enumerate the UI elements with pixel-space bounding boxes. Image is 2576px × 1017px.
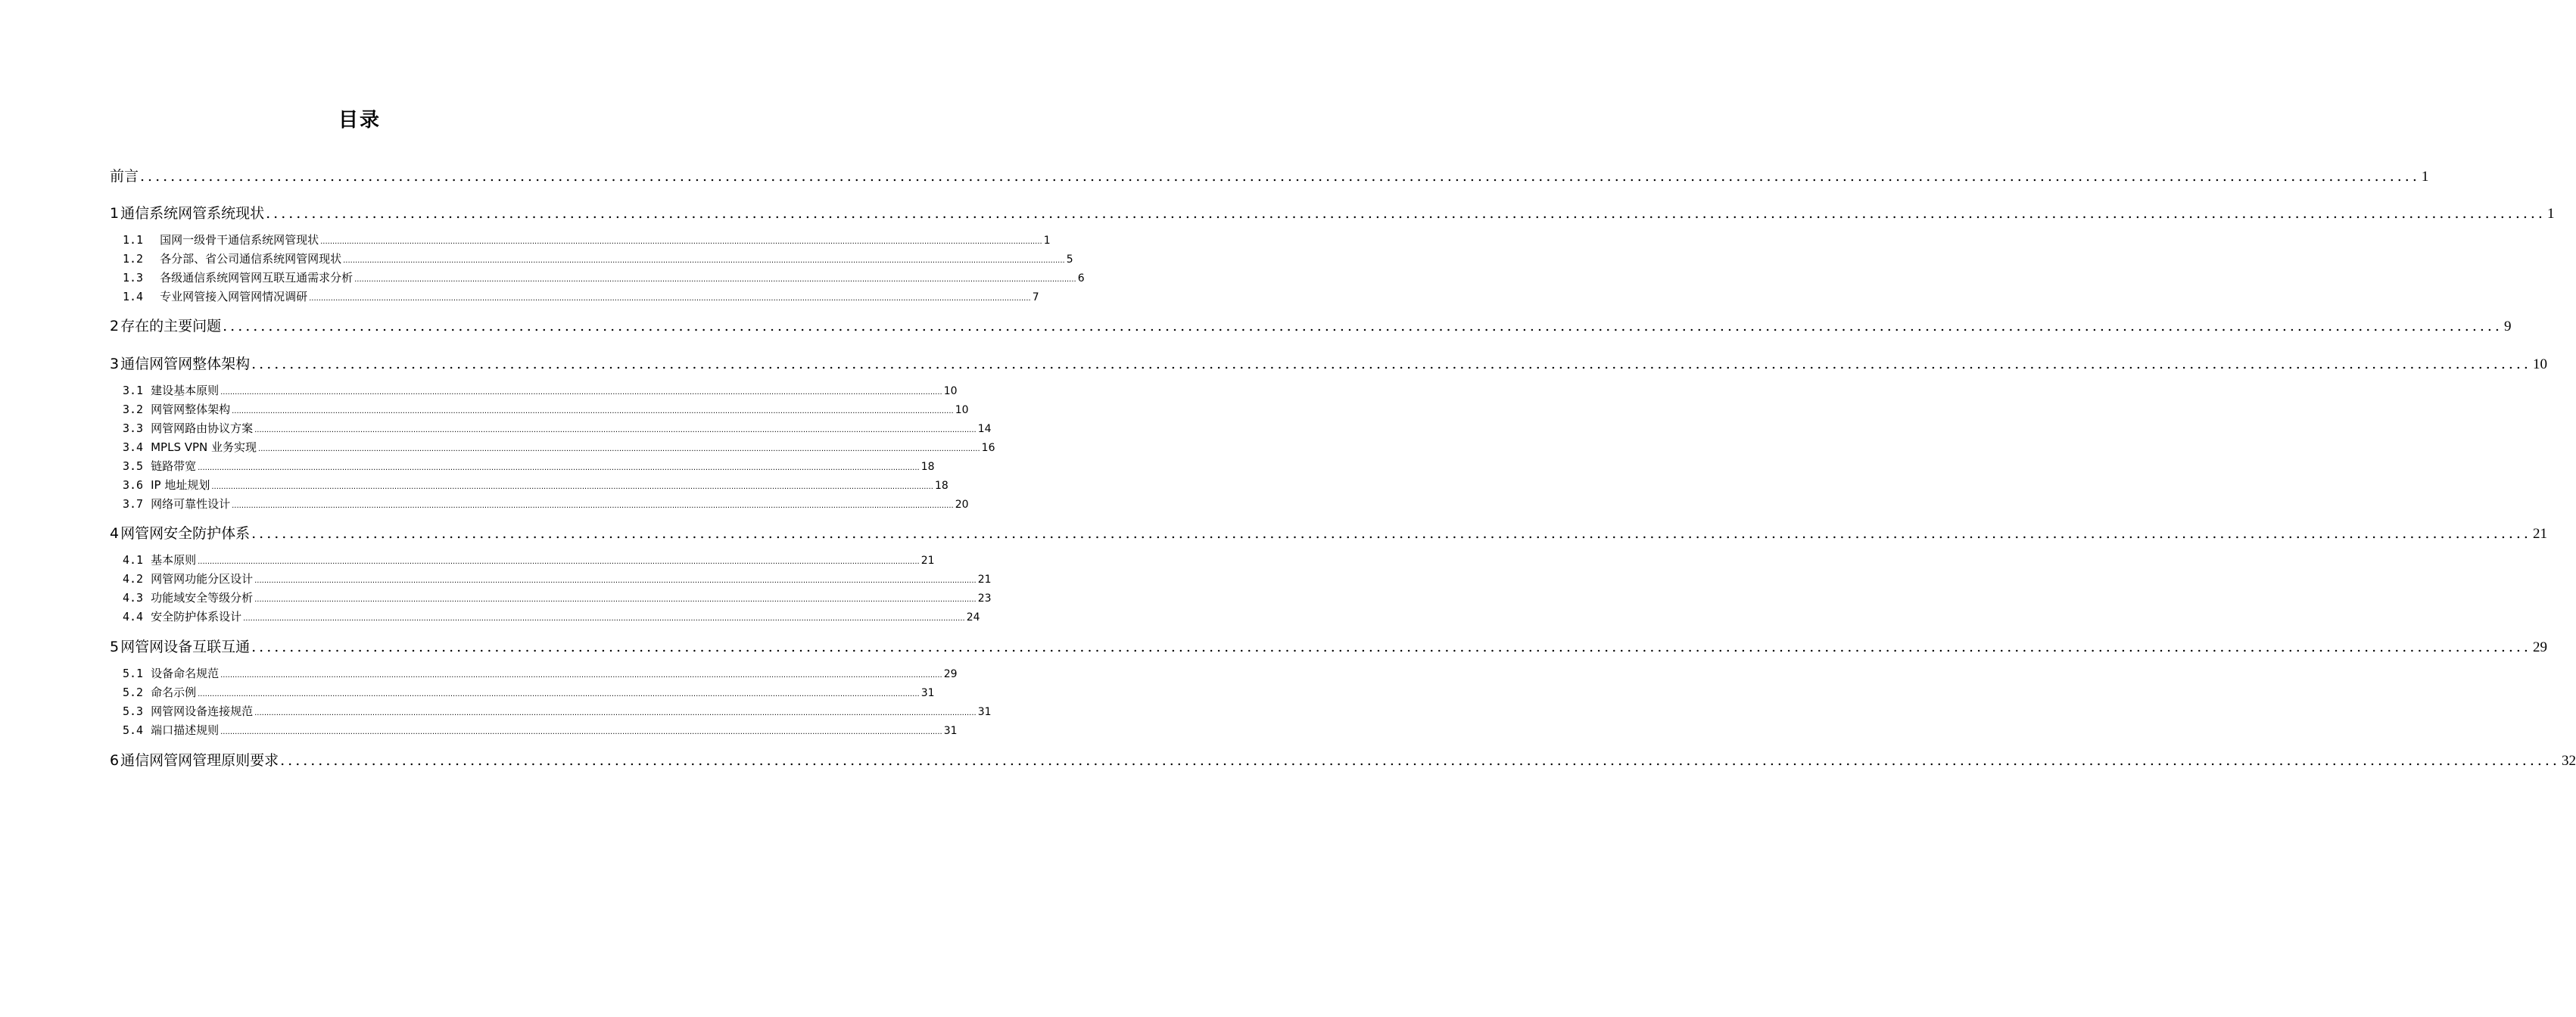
toc-section-entry[interactable] xyxy=(123,589,992,605)
toc-chapter-entry[interactable] xyxy=(110,315,2512,335)
dot-leader: ............................................................................................................................................................................................................................................................................................................ xyxy=(354,275,1076,284)
toc-entry-text: 国网一级骨干通信系统网管现状 xyxy=(160,233,319,247)
toc-entry-text: 通信网管网整体架构 xyxy=(120,356,251,372)
dot-leader: ............................................................................................................................................................................................................................................................................................................ xyxy=(320,238,1042,246)
toc-entry-title xyxy=(123,552,196,568)
toc-entry-text: IP 地址规划 xyxy=(151,478,210,492)
toc-entry-number: 3.3 xyxy=(123,421,144,435)
toc-entry-title xyxy=(123,401,230,417)
dot-leader: ............................................................................................................................................................................................................................................................................................................ xyxy=(220,388,942,397)
dot-leader: ............................................................................................................................................................................................................................................................................................................ xyxy=(251,356,2531,372)
dot-leader: ............................................................................................................................................................................................................................................................................................................ xyxy=(254,426,977,434)
toc-section-entry[interactable] xyxy=(123,420,992,436)
toc-entry-title xyxy=(123,684,196,700)
toc-page-number: 16 xyxy=(981,442,995,454)
toc-page-number: 21 xyxy=(920,555,935,567)
toc-page-number: 31 xyxy=(977,706,992,718)
dot-leader: ............................................................................................................................................................................................................................................................................................................ xyxy=(280,752,2560,769)
toc-page-number: 7 xyxy=(1032,291,1039,303)
toc-page-number: 5 xyxy=(1066,253,1073,266)
toc-entry-text: 安全防护体系设计 xyxy=(151,610,242,624)
toc-entry-number: 3.7 xyxy=(123,497,144,511)
toc-page-number: 18 xyxy=(920,461,935,473)
toc-entry-text: 建设基本原则 xyxy=(151,384,220,397)
toc-section-entry[interactable] xyxy=(123,232,1051,247)
toc-entry-text: 功能域安全等级分析 xyxy=(151,591,254,605)
toc-section-entry[interactable] xyxy=(123,703,992,719)
toc-section-entry[interactable] xyxy=(123,665,958,681)
dot-leader: ............................................................................................................................................................................................................................................................................................................ xyxy=(220,728,942,736)
toc-entry-number: 4.4 xyxy=(123,610,144,624)
toc-entry-number: 3.6 xyxy=(123,478,144,492)
dot-leader: ............................................................................................................................................................................................................................................................................................................ xyxy=(251,525,2531,542)
toc-entry-text: 网管网设备连接规范 xyxy=(151,704,254,718)
toc-entry-number: 5.3 xyxy=(123,704,144,718)
toc-page-number: 32 xyxy=(2561,753,2576,769)
toc-section-entry[interactable] xyxy=(123,496,969,512)
dot-leader: ............................................................................................................................................................................................................................................................................................................ xyxy=(211,483,933,491)
toc-page-number: 31 xyxy=(943,725,958,737)
toc-entry-number: 3.5 xyxy=(123,459,144,473)
toc-entry-text: 各级通信系统网管网互联互通需求分析 xyxy=(160,271,354,285)
toc-entry-number: 6 xyxy=(110,752,120,769)
dot-leader: ............................................................................................................................................................................................................................................................................................................ xyxy=(223,318,2503,334)
toc-chapter-entry[interactable] xyxy=(110,165,2429,185)
toc-entry-title xyxy=(110,353,250,373)
dot-leader: ............................................................................................................................................................................................................................................................................................................ xyxy=(258,445,980,453)
toc-section-entry[interactable] xyxy=(123,477,948,493)
toc-entry-text: 各分部、省公司通信系统网管网现状 xyxy=(160,252,342,266)
toc-entry-text: 存在的主要问题 xyxy=(120,318,222,334)
toc-entry-number: 3.4 xyxy=(123,440,144,454)
toc-entry-title xyxy=(110,315,221,335)
toc-section-entry[interactable] xyxy=(123,269,1085,285)
toc-entry-text: 专业网管接入网管网情况调研 xyxy=(160,290,308,303)
toc-chapter-entry[interactable] xyxy=(110,202,2555,222)
toc-entry-number: 5.4 xyxy=(123,723,144,737)
toc-entry-number: 3.1 xyxy=(123,384,144,397)
toc-entry-text: 网管网功能分区设计 xyxy=(151,572,254,586)
toc-entry-number: 3.2 xyxy=(123,403,144,416)
toc-page-number: 20 xyxy=(955,499,969,511)
toc-entry-text: 链路带宽 xyxy=(151,459,197,473)
toc-entry-text: 网管网安全防护体系 xyxy=(120,525,251,542)
dot-leader: ............................................................................................................................................................................................................................................................................................................ xyxy=(220,671,942,680)
dot-leader: ............................................................................................................................................................................................................................................................................................................ xyxy=(251,639,2531,655)
toc-page-number: 10 xyxy=(943,385,958,397)
toc-entry-text: 网管网路由协议方案 xyxy=(151,421,254,435)
toc-entry-title xyxy=(123,589,253,605)
toc-entry-number: 4 xyxy=(110,525,120,542)
toc-page-number: 29 xyxy=(2532,639,2547,655)
dot-leader: ............................................................................................................................................................................................................................................................................................................ xyxy=(198,690,920,698)
toc-entry-number: 3 xyxy=(110,356,120,372)
dot-leader: ............................................................................................................................................................................................................................................................................................................ xyxy=(198,464,920,472)
toc-entry-text: 前言 xyxy=(110,168,139,185)
dot-leader: ............................................................................................................................................................................................................................................................................................................ xyxy=(254,577,977,585)
toc-entry-text: MPLS VPN 业务实现 xyxy=(151,440,257,454)
toc-entry-number: 5.2 xyxy=(123,686,144,699)
toc-entry-number: 1 xyxy=(110,205,120,222)
dot-leader: ............................................................................................................................................................................................................................................................................................................ xyxy=(198,558,920,566)
page-title: 目录 xyxy=(338,109,381,132)
toc-entry-title xyxy=(123,232,319,247)
toc-entry-title xyxy=(123,288,307,304)
toc-entry-number: 1.2 xyxy=(123,252,144,266)
dot-leader: ............................................................................................................................................................................................................................................................................................................ xyxy=(232,407,954,415)
toc-page-number: 29 xyxy=(943,668,958,680)
toc-entry-number: 4.2 xyxy=(123,572,144,586)
toc-page-number: 9 xyxy=(2503,319,2512,334)
toc-entry-number: 1.1 xyxy=(123,233,144,247)
toc-entry-title xyxy=(123,250,341,266)
toc-entry-title xyxy=(123,703,253,719)
toc-entry-title xyxy=(110,165,139,185)
toc-page-number: 1 xyxy=(2421,169,2429,185)
dot-leader: ............................................................................................................................................................................................................................................................................................................ xyxy=(140,168,2420,185)
toc-section-entry[interactable] xyxy=(123,401,969,417)
toc-section-entry[interactable] xyxy=(123,571,992,586)
toc-entry-title xyxy=(110,522,250,543)
toc-entry-text: 网管网设备互联互通 xyxy=(120,639,251,655)
dot-leader: ............................................................................................................................................................................................................................................................................................................ xyxy=(232,502,954,510)
toc-entry-title xyxy=(110,749,279,770)
toc-entry-title xyxy=(123,269,353,285)
toc-page-number: 14 xyxy=(977,423,992,435)
dot-leader: ............................................................................................................................................................................................................................................................................................................ xyxy=(266,205,2546,222)
dot-leader: ............................................................................................................................................................................................................................................................................................................ xyxy=(254,596,977,604)
toc-entry-text: 命名示例 xyxy=(151,686,197,699)
toc-page-number: 24 xyxy=(966,611,980,624)
toc-page-number: 21 xyxy=(977,574,992,586)
toc-entry-text: 网络可靠性设计 xyxy=(151,497,231,511)
toc-entry-text: 通信网管网管理原则要求 xyxy=(120,752,279,769)
toc-page-number: 21 xyxy=(2532,526,2547,542)
dot-leader: ............................................................................................................................................................................................................................................................................................................ xyxy=(254,709,977,717)
toc-entry-title xyxy=(110,202,264,222)
toc-section-entry[interactable] xyxy=(123,608,980,624)
toc-entry-title xyxy=(123,420,253,436)
toc-section-entry[interactable] xyxy=(123,439,995,455)
toc-entry-text: 设备命名规范 xyxy=(151,667,220,680)
toc-page-number: 1 xyxy=(2546,206,2555,222)
toc-chapter-entry[interactable] xyxy=(110,522,2547,543)
toc-section-entry[interactable] xyxy=(123,288,1039,304)
toc-entry-text: 网管网整体架构 xyxy=(151,403,231,416)
toc-page-number: 31 xyxy=(920,687,935,699)
toc-chapter-entry[interactable] xyxy=(110,636,2547,656)
toc-entry-title xyxy=(123,458,196,474)
dot-leader: ............................................................................................................................................................................................................................................................................................................ xyxy=(243,614,965,623)
toc-entry-number: 1.3 xyxy=(123,271,144,285)
toc-entry-title xyxy=(123,722,219,738)
toc-section-entry[interactable] xyxy=(123,722,958,738)
toc-entry-text: 基本原则 xyxy=(151,553,197,567)
toc-entry-title xyxy=(123,382,219,398)
toc-entry-title xyxy=(110,636,250,656)
toc-chapter-entry[interactable] xyxy=(110,353,2547,373)
toc-entry-text: 端口描述规则 xyxy=(151,723,220,737)
toc-entry-number: 4.1 xyxy=(123,553,144,567)
toc-entry-number: 5.1 xyxy=(123,667,144,680)
toc-section-entry[interactable] xyxy=(123,250,1073,266)
toc-entry-title xyxy=(123,439,257,455)
toc-entry-title xyxy=(123,665,219,681)
toc-entry-number: 5 xyxy=(110,639,120,655)
toc-entry-title xyxy=(123,496,230,512)
toc-section-entry[interactable] xyxy=(123,552,935,568)
toc-entry-text: 通信系统网管系统现状 xyxy=(120,205,265,222)
toc-section-entry[interactable] xyxy=(123,382,958,398)
toc-section-entry[interactable] xyxy=(123,458,935,474)
toc-entry-title xyxy=(123,608,241,624)
toc-section-entry[interactable] xyxy=(123,684,935,700)
toc-page-number: 18 xyxy=(934,480,948,492)
toc-page-number: 10 xyxy=(2532,356,2547,372)
toc-entry-number: 2 xyxy=(110,318,120,334)
toc-page-number: 10 xyxy=(955,404,969,416)
toc-entry-number: 1.4 xyxy=(123,290,144,303)
toc-page-number: 1 xyxy=(1043,235,1051,247)
toc-entry-title xyxy=(123,571,253,586)
toc-chapter-entry[interactable] xyxy=(110,749,2576,770)
toc-entry-number: 4.3 xyxy=(123,591,144,605)
dot-leader: ............................................................................................................................................................................................................................................................................................................ xyxy=(309,294,1031,303)
toc-page-number: 23 xyxy=(977,592,992,605)
dot-leader: ............................................................................................................................................................................................................................................................................................................ xyxy=(343,257,1065,265)
toc-page-number: 6 xyxy=(1077,272,1085,285)
toc-entry-title xyxy=(123,477,210,493)
